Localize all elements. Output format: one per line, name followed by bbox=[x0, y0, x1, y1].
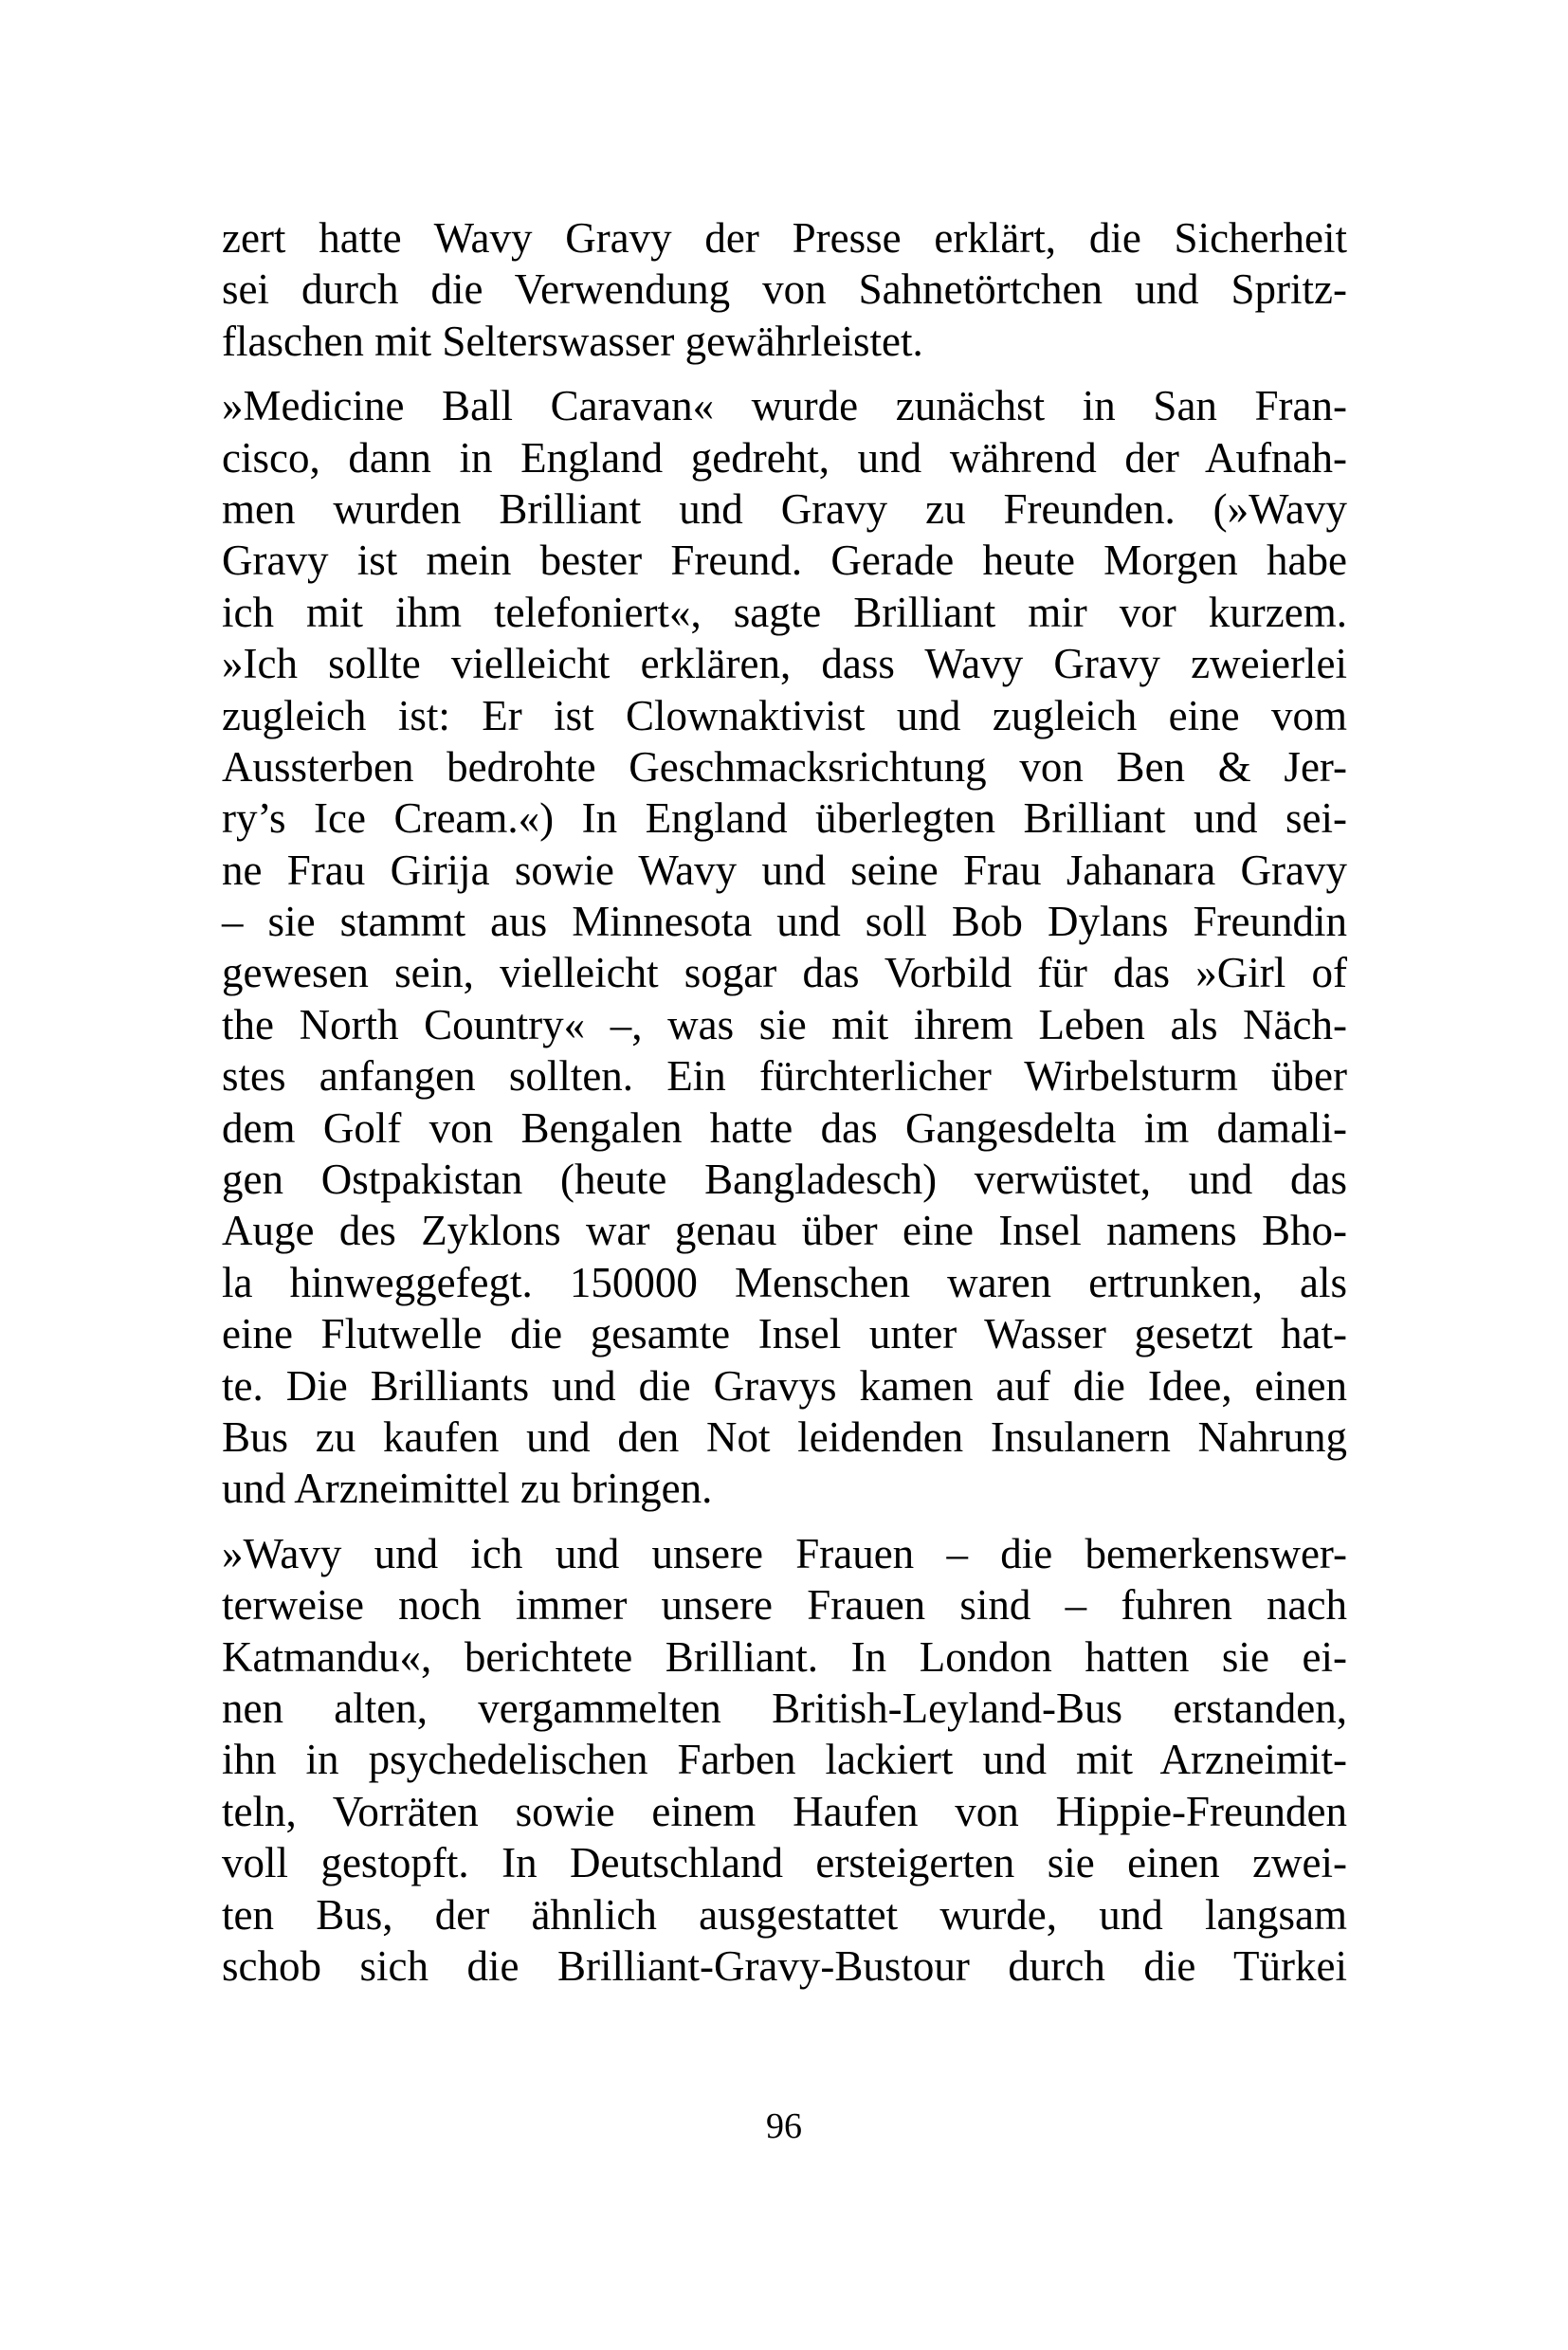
text-line: flaschen mit Selterswasser gewährleistet. bbox=[222, 317, 923, 365]
paragraph-3 bbox=[222, 1528, 1347, 1993]
text-line: the North Country« –, was sie mit ihrem Leben als Näch- bbox=[222, 1000, 1347, 1048]
text-line: voll gestopft. In Deutschland ersteigerten sie einen zwei- bbox=[222, 1839, 1347, 1887]
text-line: terweise noch immer unsere Frauen sind – fuhren nach bbox=[222, 1581, 1347, 1630]
text-line: ich mit ihm telefoniert«, sagte Brilliant mir vor kurzem. bbox=[222, 588, 1347, 636]
text-line: nen alten, vergammelten British-Leyland-Bus erstanden, bbox=[222, 1684, 1347, 1732]
text-line: Auge des Zyklons war genau über eine Insel namens Bho- bbox=[222, 1207, 1347, 1255]
text-line: »Wavy und ich und unsere Frauen – die bemerkenswer- bbox=[222, 1529, 1347, 1577]
text-line: dem Golf von Bengalen hatte das Gangesdelta im damali- bbox=[222, 1103, 1347, 1152]
text-line: teln, Vorräten sowie einem Haufen von Hippie-Freunden bbox=[222, 1787, 1347, 1835]
text-line: sei durch die Verwendung von Sahnetörtchen und Spritz- bbox=[222, 265, 1347, 314]
text-line: te. Die Brilliants und die Gravys kamen auf die Idee, einen bbox=[222, 1361, 1347, 1410]
text-line: gen Ostpakistan (heute Bangladesch) verwüstet, und das bbox=[222, 1156, 1347, 1204]
text-line: gewesen sein, vielleicht sogar das Vorbild für das »Girl of bbox=[222, 949, 1347, 997]
text-line: schob sich die Brilliant-Gravy-Bustour durch die Türkei bbox=[222, 1941, 1347, 1990]
text-line: – sie stammt aus Minnesota und soll Bob Dylans Freundin bbox=[222, 898, 1347, 946]
text-line: men wurden Brilliant und Gravy zu Freunden. (»Wavy bbox=[222, 484, 1347, 533]
text-line: ten Bus, der ähnlich ausgestattet wurde, und langsam bbox=[222, 1890, 1347, 1939]
paragraph-gap bbox=[222, 367, 1347, 380]
page-number: 96 bbox=[766, 2106, 802, 2146]
text-line: Aussterben bedrohte Geschmacksrichtung von Ben & Jer- bbox=[222, 742, 1347, 791]
text-line: ihn in psychedelischen Farben lackiert und mit Arzneimit- bbox=[222, 1736, 1347, 1784]
text-line: »Ich sollte vielleicht erklären, dass Wavy Gravy zweierlei bbox=[222, 640, 1347, 688]
text-line: Gravy ist mein bester Freund. Gerade heute Morgen habe bbox=[222, 537, 1347, 585]
text-line: und Arzneimittel zu bringen. bbox=[222, 1465, 713, 1513]
text-line: ne Frau Girija sowie Wavy und seine Frau Jahanara Gravy bbox=[222, 846, 1347, 894]
text-line: Katmandu«, berichtete Brilliant. In London hatten sie ei- bbox=[222, 1632, 1347, 1681]
text-line: zugleich ist: Er ist Clownaktivist und zugleich eine vom bbox=[222, 691, 1347, 739]
text-line: zert hatte Wavy Gravy der Presse erklärt, die Sicherheit bbox=[222, 214, 1347, 262]
paragraph-gap bbox=[222, 1515, 1347, 1528]
text-line: cisco, dann in England gedreht, und während der Aufnah- bbox=[222, 433, 1347, 482]
text-line: la hinweggefegt. 150000 Menschen waren ertrunken, als bbox=[222, 1258, 1347, 1306]
body-text bbox=[222, 212, 1347, 1992]
text-line: ry’s Ice Cream.«) In England überlegten Brilliant und sei- bbox=[222, 794, 1347, 843]
text-line: stes anfangen sollten. Ein fürchterlicher Wirbelsturm über bbox=[222, 1052, 1347, 1101]
text-line: eine Flutwelle die gesamte Insel unter Wasser gesetzt hat- bbox=[222, 1310, 1347, 1358]
text-line: »Medicine Ball Caravan« wurde zunächst in San Fran- bbox=[222, 382, 1347, 430]
paragraph-2 bbox=[222, 380, 1347, 1515]
text-line: Bus zu kaufen und den Not leidenden Insulanern Nahrung bbox=[222, 1412, 1347, 1461]
paragraph-1 bbox=[222, 212, 1347, 367]
